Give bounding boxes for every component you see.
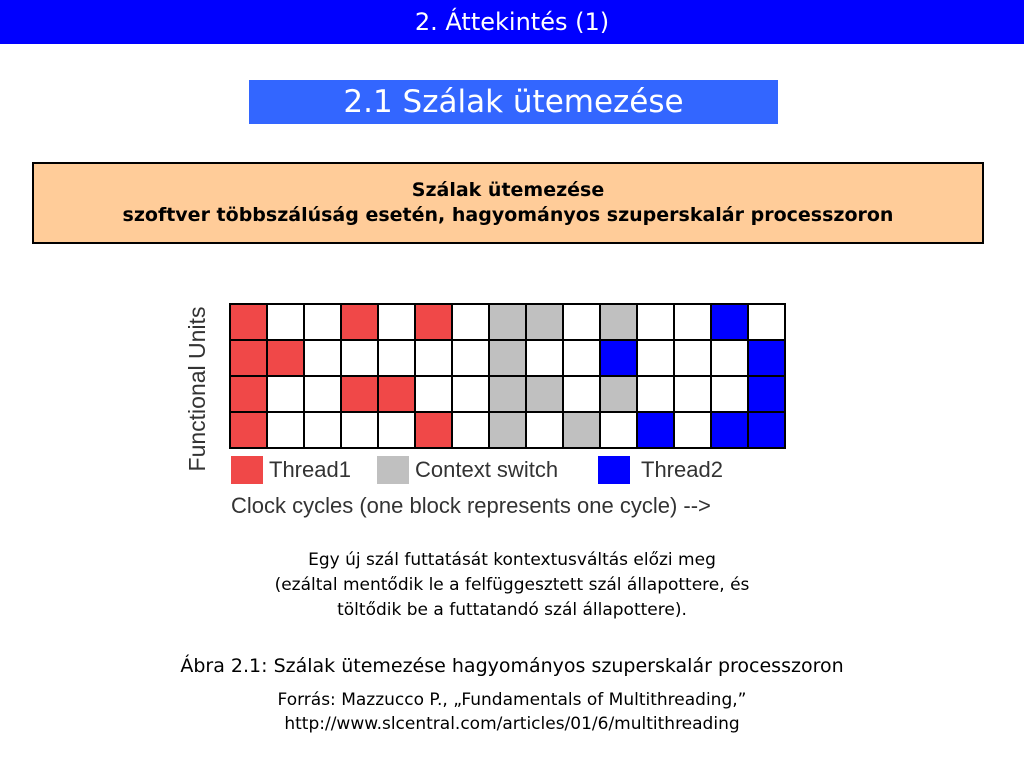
legend-label-context-switch: Context switch [415, 457, 559, 482]
source-url: http://www.slcentral.com/articles/01/6/multithreading [284, 714, 740, 734]
grid-cell-idle [305, 413, 340, 447]
grid-cell-context-switch [601, 305, 636, 339]
section-title-text: 2.1 Szálak ütemezése [343, 84, 684, 120]
grid-cell-thread2 [712, 305, 747, 339]
grid-cell-idle [305, 377, 340, 411]
grid-cell-idle [268, 305, 303, 339]
grid-cell-idle [268, 377, 303, 411]
y-axis-label: Functional Units [184, 306, 210, 472]
grid-cell-idle [601, 413, 636, 447]
grid-cell-idle [564, 377, 599, 411]
grid-cell-idle [342, 413, 377, 447]
grid-cell-thread1 [231, 413, 266, 447]
grid-cell-thread1 [416, 305, 451, 339]
grid-cell-idle [675, 305, 710, 339]
info-box-subtitle: szoftver többszálúság esetén, hagyományos szuperskalár processzoron [122, 204, 894, 226]
grid-cell-idle [453, 305, 488, 339]
grid-cell-idle [749, 305, 784, 339]
grid-cell-idle [379, 341, 414, 375]
grid-cell-thread2 [638, 413, 673, 447]
slide-header [0, 0, 1024, 44]
grid-cell-idle [379, 413, 414, 447]
grid-cell-thread2 [749, 377, 784, 411]
legend-label-thread2: Thread2 [641, 457, 723, 482]
figure-description [150, 548, 874, 623]
grid-cell-idle [564, 341, 599, 375]
grid-cell-thread1 [342, 377, 377, 411]
grid-cell-idle [453, 341, 488, 375]
legend-swatch-context-switch [377, 456, 409, 484]
functional-units-grid [229, 303, 786, 449]
slide-header-title: 2. Áttekintés (1) [414, 8, 610, 36]
grid-cell-context-switch [527, 377, 562, 411]
grid-cell-idle [416, 341, 451, 375]
grid-cell-context-switch [564, 413, 599, 447]
grid-cell-thread1 [416, 413, 451, 447]
grid-cell-idle [638, 377, 673, 411]
grid-cell-context-switch [490, 413, 525, 447]
grid-cell-thread1 [231, 305, 266, 339]
info-box [32, 162, 984, 244]
grid-cell-idle [305, 305, 340, 339]
legend-swatch-thread1 [231, 456, 263, 484]
grid-cell-thread2 [749, 413, 784, 447]
grid-cell-context-switch [490, 377, 525, 411]
grid-cell-context-switch [601, 377, 636, 411]
grid-cell-idle [638, 305, 673, 339]
legend-label-thread1: Thread1 [269, 457, 351, 482]
grid-cell-idle [527, 413, 562, 447]
info-box-title: Szálak ütemezése [411, 179, 605, 201]
grid-cell-idle [305, 341, 340, 375]
grid-cell-thread2 [749, 341, 784, 375]
description-line-3: töltődik be a futtatandó szál állapottere). [337, 600, 687, 620]
x-axis-label: Clock cycles (one block represents one cycle) --> [231, 493, 711, 518]
grid-cell-context-switch [490, 305, 525, 339]
grid-cell-idle [564, 305, 599, 339]
grid-cell-idle [712, 341, 747, 375]
grid-cell-context-switch [527, 305, 562, 339]
grid-cell-idle [675, 341, 710, 375]
grid-cell-thread2 [712, 413, 747, 447]
section-title [249, 80, 778, 124]
legend-swatch-thread2 [598, 456, 630, 484]
grid-cell-idle [675, 377, 710, 411]
grid-cell-thread1 [379, 377, 414, 411]
grid-cell-idle [453, 413, 488, 447]
grid-cell-idle [527, 341, 562, 375]
grid-cell-idle [712, 377, 747, 411]
grid-cell-thread1 [231, 341, 266, 375]
grid-cell-thread1 [231, 377, 266, 411]
grid-cell-idle [416, 377, 451, 411]
grid-cell-idle [638, 341, 673, 375]
description-line-2: (ezáltal mentődik le a felfüggesztett szál állapottere, és [274, 575, 750, 595]
grid-cell-idle [453, 377, 488, 411]
grid-cell-thread1 [342, 305, 377, 339]
thread-scheduling-figure [180, 296, 790, 528]
grid-cell-thread1 [268, 341, 303, 375]
grid-cell-thread2 [601, 341, 636, 375]
grid-cell-idle [379, 305, 414, 339]
source-citation: Forrás: Mazzucco P., „Fundamentals of Multithreading,” [277, 690, 747, 710]
grid-cell-idle [342, 341, 377, 375]
grid-cell-context-switch [490, 341, 525, 375]
figure-caption: Ábra 2.1: Szálak ütemezése hagyományos szuperskalár processzoron [180, 655, 844, 677]
grid-cell-idle [268, 413, 303, 447]
description-line-1: Egy új szál futtatását kontextusváltás előzi meg [308, 550, 716, 570]
figure-source [150, 688, 874, 736]
grid-cell-idle [675, 413, 710, 447]
